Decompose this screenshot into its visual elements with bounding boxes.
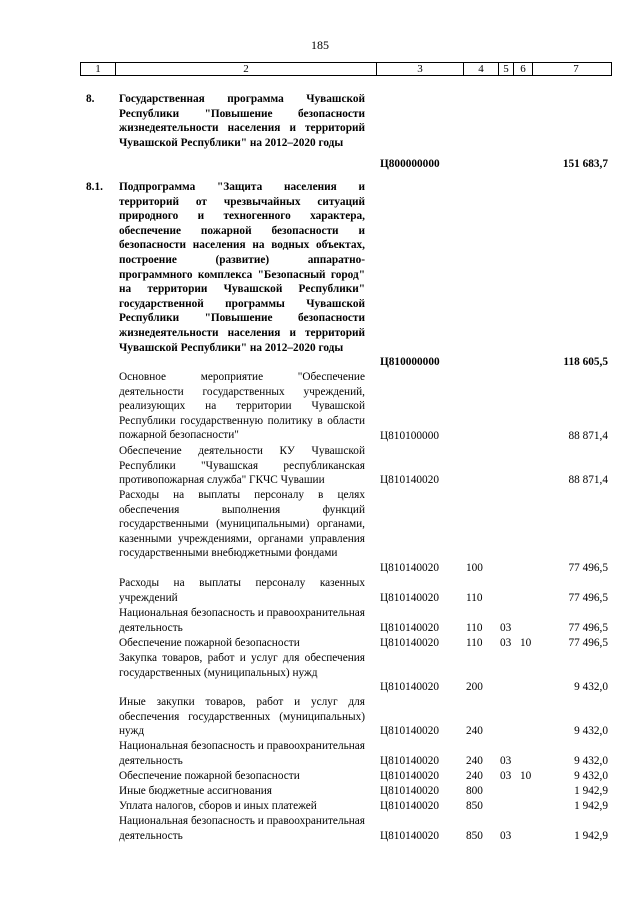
table-row: [80, 799, 612, 814]
row-amount: 77 496,5: [568, 592, 608, 605]
row-number: 8.1.: [86, 181, 103, 193]
row-amount: 1 942,9: [574, 830, 608, 843]
row-amount: 88 871,4: [568, 474, 608, 487]
row-code: Ц810140020: [380, 637, 439, 650]
row-amount: 77 496,5: [568, 622, 608, 635]
row-name: Национальная безопасность и правоохранительная деятельность: [119, 740, 365, 767]
row-code: Ц810140020: [380, 755, 439, 768]
table-row: [80, 784, 612, 799]
row-name: Обеспечение пожарной безопасности: [119, 770, 300, 782]
row-name: Обеспечение пожарной безопасности: [119, 637, 300, 649]
row-amount: 9 432,0: [574, 725, 608, 738]
row-name: Иные закупки товаров, работ и услуг для обеспечения государственных (муниципальных) нужд: [119, 696, 365, 738]
row-code: Ц810140020: [380, 785, 439, 798]
row-amount: 118 605,5: [563, 356, 608, 369]
row-expense-type: 110: [466, 592, 483, 605]
table-row: [80, 488, 612, 576]
row-name: Расходы на выплаты персоналу в целях обеспечения выполнения функций государственными (муниципальными) органами, казенными учреждениями, органами управления государственными внебюджетными фондами: [119, 489, 365, 560]
row-code: Ц810140020: [380, 681, 439, 694]
row-expense-type: 240: [466, 725, 483, 738]
row-section: 03: [500, 637, 512, 650]
row-amount: 9 432,0: [574, 770, 608, 783]
row-code: Ц810140020: [380, 830, 439, 843]
row-section: 03: [500, 830, 512, 843]
row-name: Национальная безопасность и правоохранительная деятельность: [119, 607, 365, 634]
table-row: [80, 370, 612, 444]
row-amount: 9 432,0: [574, 755, 608, 768]
row-name: Обеспечение деятельности КУ Чувашской Республики "Чувашская республиканская противопожарная служба" ГКЧС Чувашии: [119, 445, 365, 487]
table-header: [80, 62, 612, 76]
row-amount: 77 496,5: [568, 562, 608, 575]
row-subsection: 10: [520, 637, 532, 650]
header-col-7: 7: [532, 63, 619, 75]
row-code: Ц810140020: [380, 562, 439, 575]
row-subsection: 10: [520, 770, 532, 783]
table-row: [80, 180, 612, 370]
header-col-4: 4: [463, 63, 498, 75]
header-col-1: 1: [95, 63, 101, 75]
row-amount: 151 683,7: [562, 158, 608, 171]
row-name: Государственная программа Чувашской Республики "Повышение безопасности жизнедеятельности населения и территорий Чувашской Республики" на 2012–2020 годы: [119, 93, 365, 149]
row-amount: 77 496,5: [568, 637, 608, 650]
page-number: 185: [311, 38, 329, 52]
row-expense-type: 110: [466, 637, 483, 650]
table-row: [80, 92, 612, 172]
row-name: Подпрограмма "Защита населения и территорий от чрезвычайных ситуаций природного и техногенного характера, обеспечение пожарной безопасности и безопасности населения на водных объектах, построение (развитие) аппаратно-программного комплекса "Безопасный город" на территории Чувашской Республики" государственной программы Чувашской Республики "Повышение безопасности жизнедеятельности населения и территорий Чувашской Республики" на 2012–2020 годы: [119, 181, 365, 354]
row-amount: 88 871,4: [568, 430, 608, 443]
row-name: Иные бюджетные ассигнования: [119, 785, 272, 797]
row-code: Ц810140020: [380, 622, 439, 635]
row-code: Ц810100000: [380, 430, 439, 443]
table-row: [80, 606, 612, 636]
row-expense-type: 850: [466, 800, 483, 813]
row-expense-type: 100: [466, 562, 483, 575]
row-name: Закупка товаров, работ и услуг для обеспечения государственных (муниципальных) нужд: [119, 652, 365, 679]
row-expense-type: 240: [466, 770, 483, 783]
row-code: Ц810000000: [380, 356, 440, 369]
row-code: Ц810140020: [380, 592, 439, 605]
table-row: [80, 739, 612, 769]
header-col-6: 6: [513, 63, 532, 75]
row-name: Основное мероприятие "Обеспечение деятельности государственных учреждений, реализующих на территории Чувашской Республики государственную политику в области пожарной безопасности": [119, 371, 365, 442]
row-section: 03: [500, 755, 512, 768]
row-expense-type: 850: [466, 830, 483, 843]
row-section: 03: [500, 770, 512, 783]
table-row: [80, 444, 612, 488]
row-amount: 9 432,0: [574, 681, 608, 694]
row-number: 8.: [86, 93, 95, 105]
table-row: [80, 814, 612, 844]
row-amount: 1 942,9: [574, 785, 608, 798]
row-name: Уплата налогов, сборов и иных платежей: [119, 800, 317, 812]
row-code: Ц810140020: [380, 800, 439, 813]
table-row: [80, 695, 612, 739]
header-col-5: 5: [498, 63, 513, 75]
row-expense-type: 800: [466, 785, 483, 798]
table-row: [80, 576, 612, 606]
row-code: Ц810140020: [380, 770, 439, 783]
budget-table: [80, 62, 612, 843]
row-amount: 1 942,9: [574, 800, 608, 813]
table-row: [80, 651, 612, 695]
row-code: Ц800000000: [380, 158, 440, 171]
row-code: Ц810140020: [380, 725, 439, 738]
header-col-3: 3: [376, 63, 463, 75]
row-name: Национальная безопасность и правоохранительная деятельность: [119, 815, 365, 842]
row-code: Ц810140020: [380, 474, 439, 487]
row-expense-type: 240: [466, 755, 483, 768]
row-expense-type: 110: [466, 622, 483, 635]
row-section: 03: [500, 622, 512, 635]
table-row: [80, 769, 612, 784]
table-row: [80, 636, 612, 651]
row-name: Расходы на выплаты персоналу казенных учреждений: [119, 577, 365, 604]
header-col-2: 2: [115, 63, 376, 75]
row-expense-type: 200: [466, 681, 483, 694]
